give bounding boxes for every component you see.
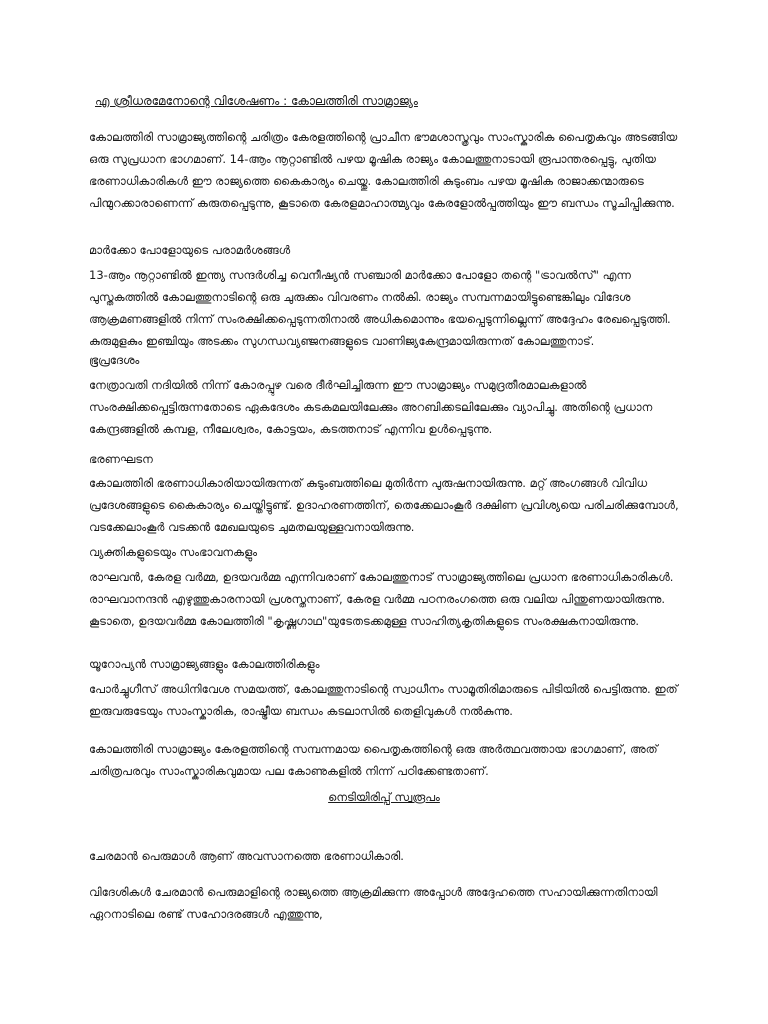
intro-paragraph: കോലത്തിരി സാമ്രാജ്യത്തിന്റെ ചരിത്രം കേരളത്തിന്റെ പ്രാചീന ഭൗമശാസ്ത്രവും സാംസ്കാരിക പൈതൃകവും അടങ്ങിയ ഒരു സുപ്രധാന ഭാഗമാണ്. 14-ആം നൂറ്റാണ്ടിൽ പഴയ മൂഷിക രാജ്യം കോലത്തുനാടായി രൂപാന്തരപ്പെട്ടു, പുതിയ ഭരണാധികാരികൾ ഈ രാജ്യത്തെ കൈകാര്യം ചെയ്തു. കോലത്തിരി കുടുംബം പഴയ മൂഷിക രാജാക്കന്മാരുടെ പിന്മുറക്കാരാണെന്ന് കരുതപ്പെടുന്നു, കൂടാതെ കേരളമാഹാത്മ്യവും കേരളോൽപ്പത്തിയും ഈ ബന്ധം സൂചിപ്പിക്കുന്നു. xyxy=(89,130,678,210)
section-heading-marco-polo: മാർക്കോ പോളോയുടെ പരാമർശങ്ങൾ xyxy=(89,243,291,257)
section-heading-european: യൂറോപ്യൻ സാമ്രാജ്യങ്ങളും കോലത്തിരികളും xyxy=(89,657,320,671)
section2-title: നെടിയിരിപ്പ് സ്വരൂപം xyxy=(328,790,440,804)
paragraph-foreigners: വിദേശികൾ ചേരമാൻ പെരുമാളിന്റെ രാജ്യത്തെ ആക്രമിക്കുന്ന അപ്പോൾ അദ്ദേഹത്തെ സഹായിക്കുന്നതിനായി ഏറനാടിലെ രണ്ട് സഹോദരങ്ങൾ എത്തുന്നു, xyxy=(89,885,658,921)
document-title: എ ശ്രീധരമേനോന്റെ വിശേഷണം : കോലത്തിരി സാമ്രാജ്യം xyxy=(95,94,418,108)
paragraph-cheraman: ചേരമാൻ പെരുമാൾ ആണ് അവസാനത്തെ ഭരണാധികാരി. xyxy=(89,849,404,863)
conclusion-paragraph: കോലത്തിരി സാമ്രാജ്യം കേരളത്തിന്റെ സമ്പന്നമായ പൈതൃകത്തിന്റെ ഒരു അർത്ഥവത്തായ ഭാഗമാണ്, അത് ചരിത്രപരവും സാംസ്കാരികവുമായ പല കോണുകളിൽ നിന്ന് പഠിക്കേണ്ടതാണ്. xyxy=(89,742,658,778)
section-heading-constitution: ഭരണഘടന xyxy=(89,452,153,466)
section-heading-personalities: വ്യക്തികളുടെയും സംഭാവനകളും xyxy=(89,545,258,559)
section-body-personalities: രാഘവൻ, കേരള വർമ്മ, ഉദയവർമ്മ എന്നിവരാണ് കോലത്തുനാട് സാമ്രാജ്യത്തിലെ പ്രധാന ഭരണാധികാരികൾ. രാഘവാനന്ദൻ എഴുത്തുകാരനായി പ്രശസ്തനാണ്, കേരള വർമ്മ പഠനരംഗത്തെ ഒരു വലിയ പിന്തുണയായിരുന്നു. കൂടാതെ, ഉദയവർമ്മ കോലത്തിരി "കൃഷ്ണഗാഥ"യുടേതടക്കമുള്ള സാഹിത്യകൃതികളുടെ സംരക്ഷകനായിരുന്നു. xyxy=(89,570,674,628)
section-body-european: പോർച്ചുഗീസ് അധിനിവേശ സമയത്ത്, കോലത്തുനാടിന്റെ സ്വാധീനം സാമൂതിരിമാരുടെ പിടിയിൽ പെട്ടിരുന്നു. ഇത് ഇരുവരുടേയും സാംസ്കാരിക, രാഷ്ട്രീയ ബന്ധം കടലാസിൽ തെളിവുകൾ നൽകുന്നു. xyxy=(89,682,678,718)
section-body-territory: നേത്രാവതി നദിയിൽ നിന്ന് കോരപ്പുഴ വരെ ദീർഘിച്ചിരുന്ന ഈ സാമ്രാജ്യം സമുദ്രതീരമാലകളാൽ സംരക്ഷിക്കപ്പെട്ടിരുന്നതോടെ ഏകദേശം കടകമലയിലേക്കും അറബിക്കടലിലേക്കും വ്യാപിച്ചു. അതിന്റെ പ്രധാന കേന്ദ്രങ്ങളിൽ കമ്പള, നീലേശ്വരം, കോട്ടയം, കടത്തനാട് എന്നിവ ഉൾപ്പെടുന്നു. xyxy=(89,378,653,436)
section-body-marco-polo: 13-ആം നൂറ്റാണ്ടിൽ ഇന്ത്യ സന്ദർശിച്ച വെനീഷ്യൻ സഞ്ചാരി മാർക്കോ പോളോ തന്റെ "ട്രാവൽസ്" എന്ന പുസ്തകത്തിൽ കോലത്തുനാടിന്റെ ഒരു ചുരുക്കം വിവരണം നൽകി. രാജ്യം സമ്പന്നമായിട്ടുണ്ടെങ്കിലും വിദേശ ആക്രമണങ്ങളിൽ നിന്ന് സംരക്ഷിക്കപ്പെടുന്നതിനാൽ അധികമൊന്നും ഭയപ്പെടുന്നില്ലെന്ന് അദ്ദേഹം രേഖപ്പെടുത്തി. കുരുമുളകും ഇഞ്ചിയും അടക്കം സുഗന്ധവ്യഞ്ജനങ്ങളുടെ വാണിജ്യകേന്ദ്രമായിരുന്നത് കോലത്തുനാട്. xyxy=(89,268,671,348)
section-heading-territory: ഭൂപ്രദേശം xyxy=(89,353,140,367)
section-body-constitution: കോലത്തിരി ഭരണാധികാരിയായിരുന്നത് കുടുംബത്തിലെ മുതിർന്ന പുരുഷനായിരുന്നു. മറ്റ് അംഗങ്ങൾ വിവിധ പ്രദേശങ്ങളുടെ കൈകാര്യം ചെയ്തിട്ടുണ്ട്. ഉദാഹരണത്തിന്, തെക്കേലാംകൂർ ദക്ഷിണ പ്രവിശ്യയെ പരിചരിക്കുമ്പോൾ, വടക്കേലാംകൂർ വടക്കൻ മേഖലയുടെ ചുമതലയുള്ളവനായിരുന്നു. xyxy=(89,476,679,534)
